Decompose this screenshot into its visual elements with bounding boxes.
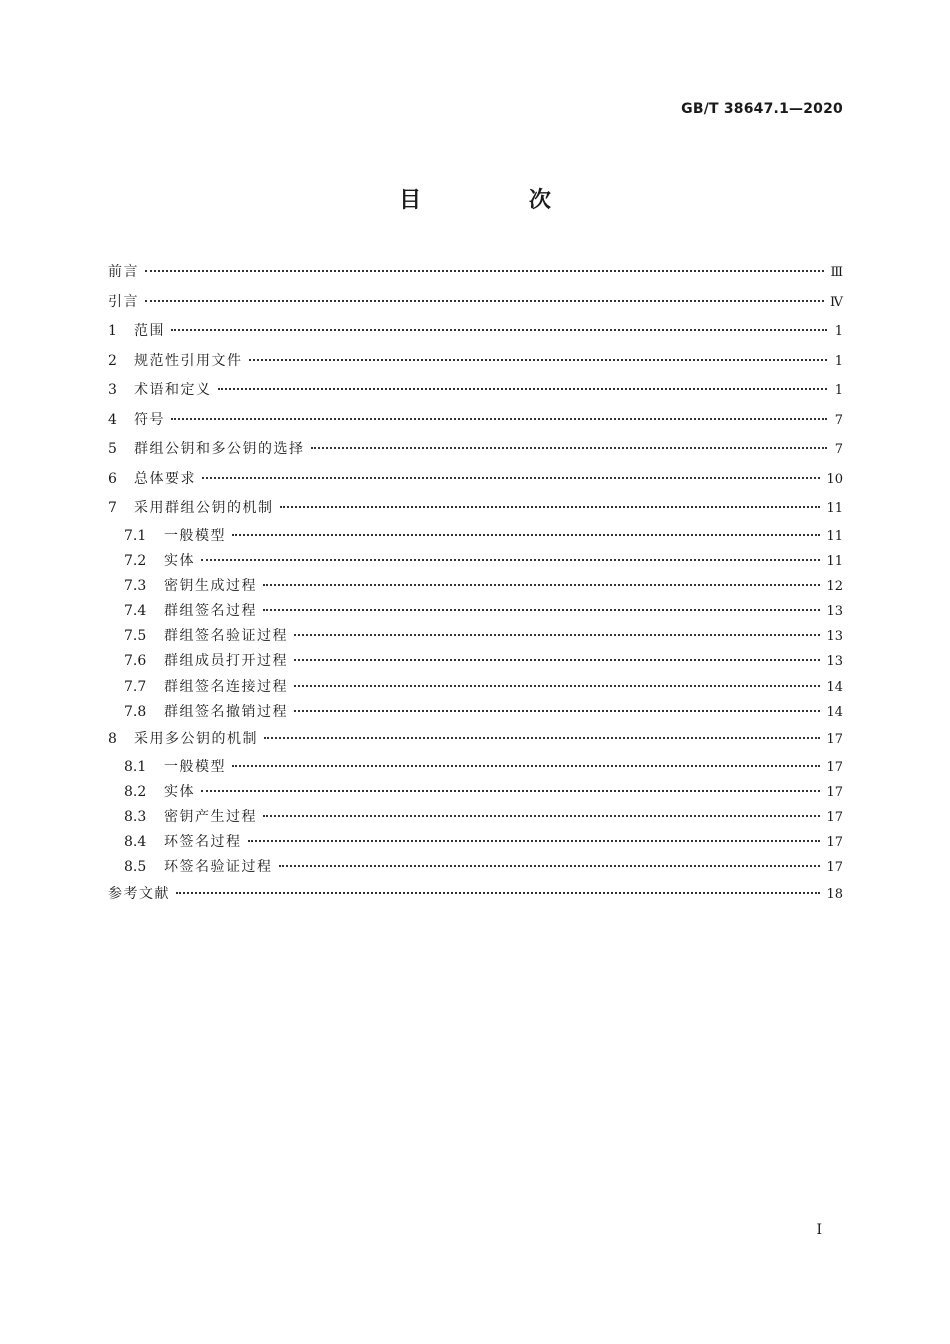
toc-entry-label: 环签名验证过程 <box>164 859 273 876</box>
toc-entry-label: 群组签名连接过程 <box>164 678 288 695</box>
toc-entry-label: 范围 <box>134 323 165 339</box>
dot-leader <box>249 359 828 361</box>
toc-entry[interactable] <box>108 406 843 436</box>
dot-leader <box>311 447 828 449</box>
dot-leader <box>263 584 820 586</box>
toc-entry-label: 总体要求 <box>134 470 196 487</box>
toc-entry-page: 7 <box>834 442 843 457</box>
toc-entry-label: 术语和定义 <box>134 382 212 398</box>
toc-entry[interactable] <box>108 675 843 700</box>
toc-entry-label: 参考文献 <box>108 886 170 903</box>
toc-entry[interactable] <box>108 855 843 880</box>
standard-code: GB/T 38647.1—2020 <box>681 101 843 117</box>
toc-entry-number: 7.2 <box>124 552 147 569</box>
toc-entry-number: 4 <box>108 411 117 428</box>
toc-entry-label: 一般模型 <box>164 527 226 544</box>
toc-entry-page: 11 <box>826 553 843 569</box>
dot-leader <box>280 506 821 508</box>
toc-entry-page: 17 <box>826 835 843 851</box>
toc-entry-page: 13 <box>826 629 843 645</box>
toc-entry-number: 7.5 <box>124 628 147 645</box>
toc-entry-number: 7.6 <box>124 653 147 670</box>
toc-entry[interactable] <box>108 805 843 830</box>
toc-entry-label: 密钥产生过程 <box>164 808 257 825</box>
toc-entry-number: 3 <box>108 382 117 398</box>
toc-entry-page: 14 <box>826 704 843 720</box>
toc-entry[interactable] <box>108 376 843 406</box>
toc-entry[interactable] <box>108 599 843 624</box>
dot-leader <box>294 659 820 661</box>
toc-entry[interactable] <box>108 465 843 495</box>
toc-entry-page: 17 <box>826 860 843 876</box>
toc-entry-page: 18 <box>826 887 843 903</box>
toc-entry[interactable] <box>108 725 843 755</box>
toc-entry-page: 14 <box>826 679 843 695</box>
toc-entry-page: 12 <box>826 578 843 594</box>
toc-entry[interactable] <box>108 880 843 910</box>
toc-entry[interactable] <box>108 258 843 288</box>
toc-entry[interactable] <box>108 649 843 674</box>
toc-entry-label: 引言 <box>108 293 139 310</box>
toc-entry-page: 1 <box>834 383 843 398</box>
toc-entry-label: 群组成员打开过程 <box>164 653 288 670</box>
toc-entry-page: 17 <box>826 784 843 800</box>
dot-leader <box>263 815 820 817</box>
toc-entry[interactable] <box>108 317 843 347</box>
dot-leader <box>171 418 827 420</box>
dot-leader <box>171 329 827 331</box>
toc-entry[interactable] <box>108 524 843 549</box>
toc-entry-page: 17 <box>826 809 843 825</box>
toc-entry-page: 13 <box>826 604 843 620</box>
toc-entry-number: 8.2 <box>124 783 147 800</box>
toc-entry-page: Ⅲ <box>830 265 843 280</box>
dot-leader <box>201 790 820 792</box>
dot-leader <box>294 634 820 636</box>
toc-entry-number: 8.3 <box>124 808 147 825</box>
toc-entry[interactable] <box>108 347 843 377</box>
toc-title: 目 次 <box>399 188 601 213</box>
toc-entry-number: 1 <box>108 323 117 339</box>
toc-entry[interactable] <box>108 624 843 649</box>
toc-entry-label: 实体 <box>164 552 195 569</box>
dot-leader <box>294 710 820 712</box>
toc-entry-label: 前言 <box>108 264 139 280</box>
toc-entry-label: 群组签名验证过程 <box>164 628 288 645</box>
toc-entry-number: 8.4 <box>124 834 147 851</box>
toc-entry-number: 7.3 <box>124 577 147 594</box>
dot-leader <box>264 737 820 739</box>
toc-entry-page: 7 <box>834 412 843 428</box>
toc-entry[interactable] <box>108 494 843 524</box>
toc-entry-number: 2 <box>108 352 117 369</box>
toc-entry-page: 11 <box>826 528 843 544</box>
toc-entry-page: Ⅳ <box>830 294 843 310</box>
toc-entry-label: 采用多公钥的机制 <box>134 731 258 747</box>
toc-entry-number: 7.1 <box>124 527 147 544</box>
toc-entry-number: 8 <box>108 731 117 747</box>
toc-entry-page: 11 <box>826 501 843 516</box>
toc-entry[interactable] <box>108 780 843 805</box>
dot-leader <box>218 388 828 390</box>
dot-leader <box>232 765 820 767</box>
toc-entry[interactable] <box>108 435 843 465</box>
toc-entry[interactable] <box>108 574 843 599</box>
toc-entry-label: 群组公钥和多公钥的选择 <box>134 441 305 457</box>
table-of-contents <box>108 258 843 910</box>
toc-entry[interactable] <box>108 288 843 318</box>
toc-entry-label: 环签名过程 <box>164 834 242 851</box>
toc-entry-number: 8.1 <box>124 758 147 775</box>
toc-entry-number: 7.4 <box>124 603 147 620</box>
toc-entry-number: 8.5 <box>124 859 147 876</box>
toc-entry-page: 10 <box>826 471 843 487</box>
toc-entry-label: 群组签名撤销过程 <box>164 703 288 720</box>
toc-entry[interactable] <box>108 755 843 780</box>
dot-leader <box>145 300 824 302</box>
toc-entry-label: 符号 <box>134 411 165 428</box>
toc-entry-label: 群组签名过程 <box>164 603 257 620</box>
toc-entry[interactable] <box>108 700 843 725</box>
toc-entry-number: 6 <box>108 470 117 487</box>
dot-leader <box>145 270 824 272</box>
toc-entry-page: 1 <box>834 353 843 369</box>
dot-leader <box>263 609 820 611</box>
dot-leader <box>248 840 821 842</box>
dot-leader <box>279 865 821 867</box>
toc-entry-page: 13 <box>826 654 843 670</box>
toc-entry-number: 7 <box>108 500 117 516</box>
dot-leader <box>201 559 820 561</box>
toc-entry-label: 规范性引用文件 <box>134 352 243 369</box>
toc-entry-number: 7.8 <box>124 703 147 720</box>
toc-entry-page: 17 <box>826 759 843 775</box>
toc-entry-number: 5 <box>108 441 117 457</box>
toc-entry[interactable] <box>108 830 843 855</box>
toc-entry-page: 1 <box>834 324 843 339</box>
dot-leader <box>294 685 820 687</box>
toc-entry-label: 一般模型 <box>164 758 226 775</box>
toc-entry-label: 密钥生成过程 <box>164 577 257 594</box>
toc-entry-page: 17 <box>826 732 843 747</box>
toc-entry[interactable] <box>108 549 843 574</box>
toc-entry-label: 采用群组公钥的机制 <box>134 500 274 516</box>
toc-entry-number: 7.7 <box>124 678 147 695</box>
dot-leader <box>232 534 820 536</box>
dot-leader <box>176 892 820 894</box>
dot-leader <box>202 477 820 479</box>
page-number: I <box>816 1222 822 1238</box>
toc-entry-label: 实体 <box>164 783 195 800</box>
